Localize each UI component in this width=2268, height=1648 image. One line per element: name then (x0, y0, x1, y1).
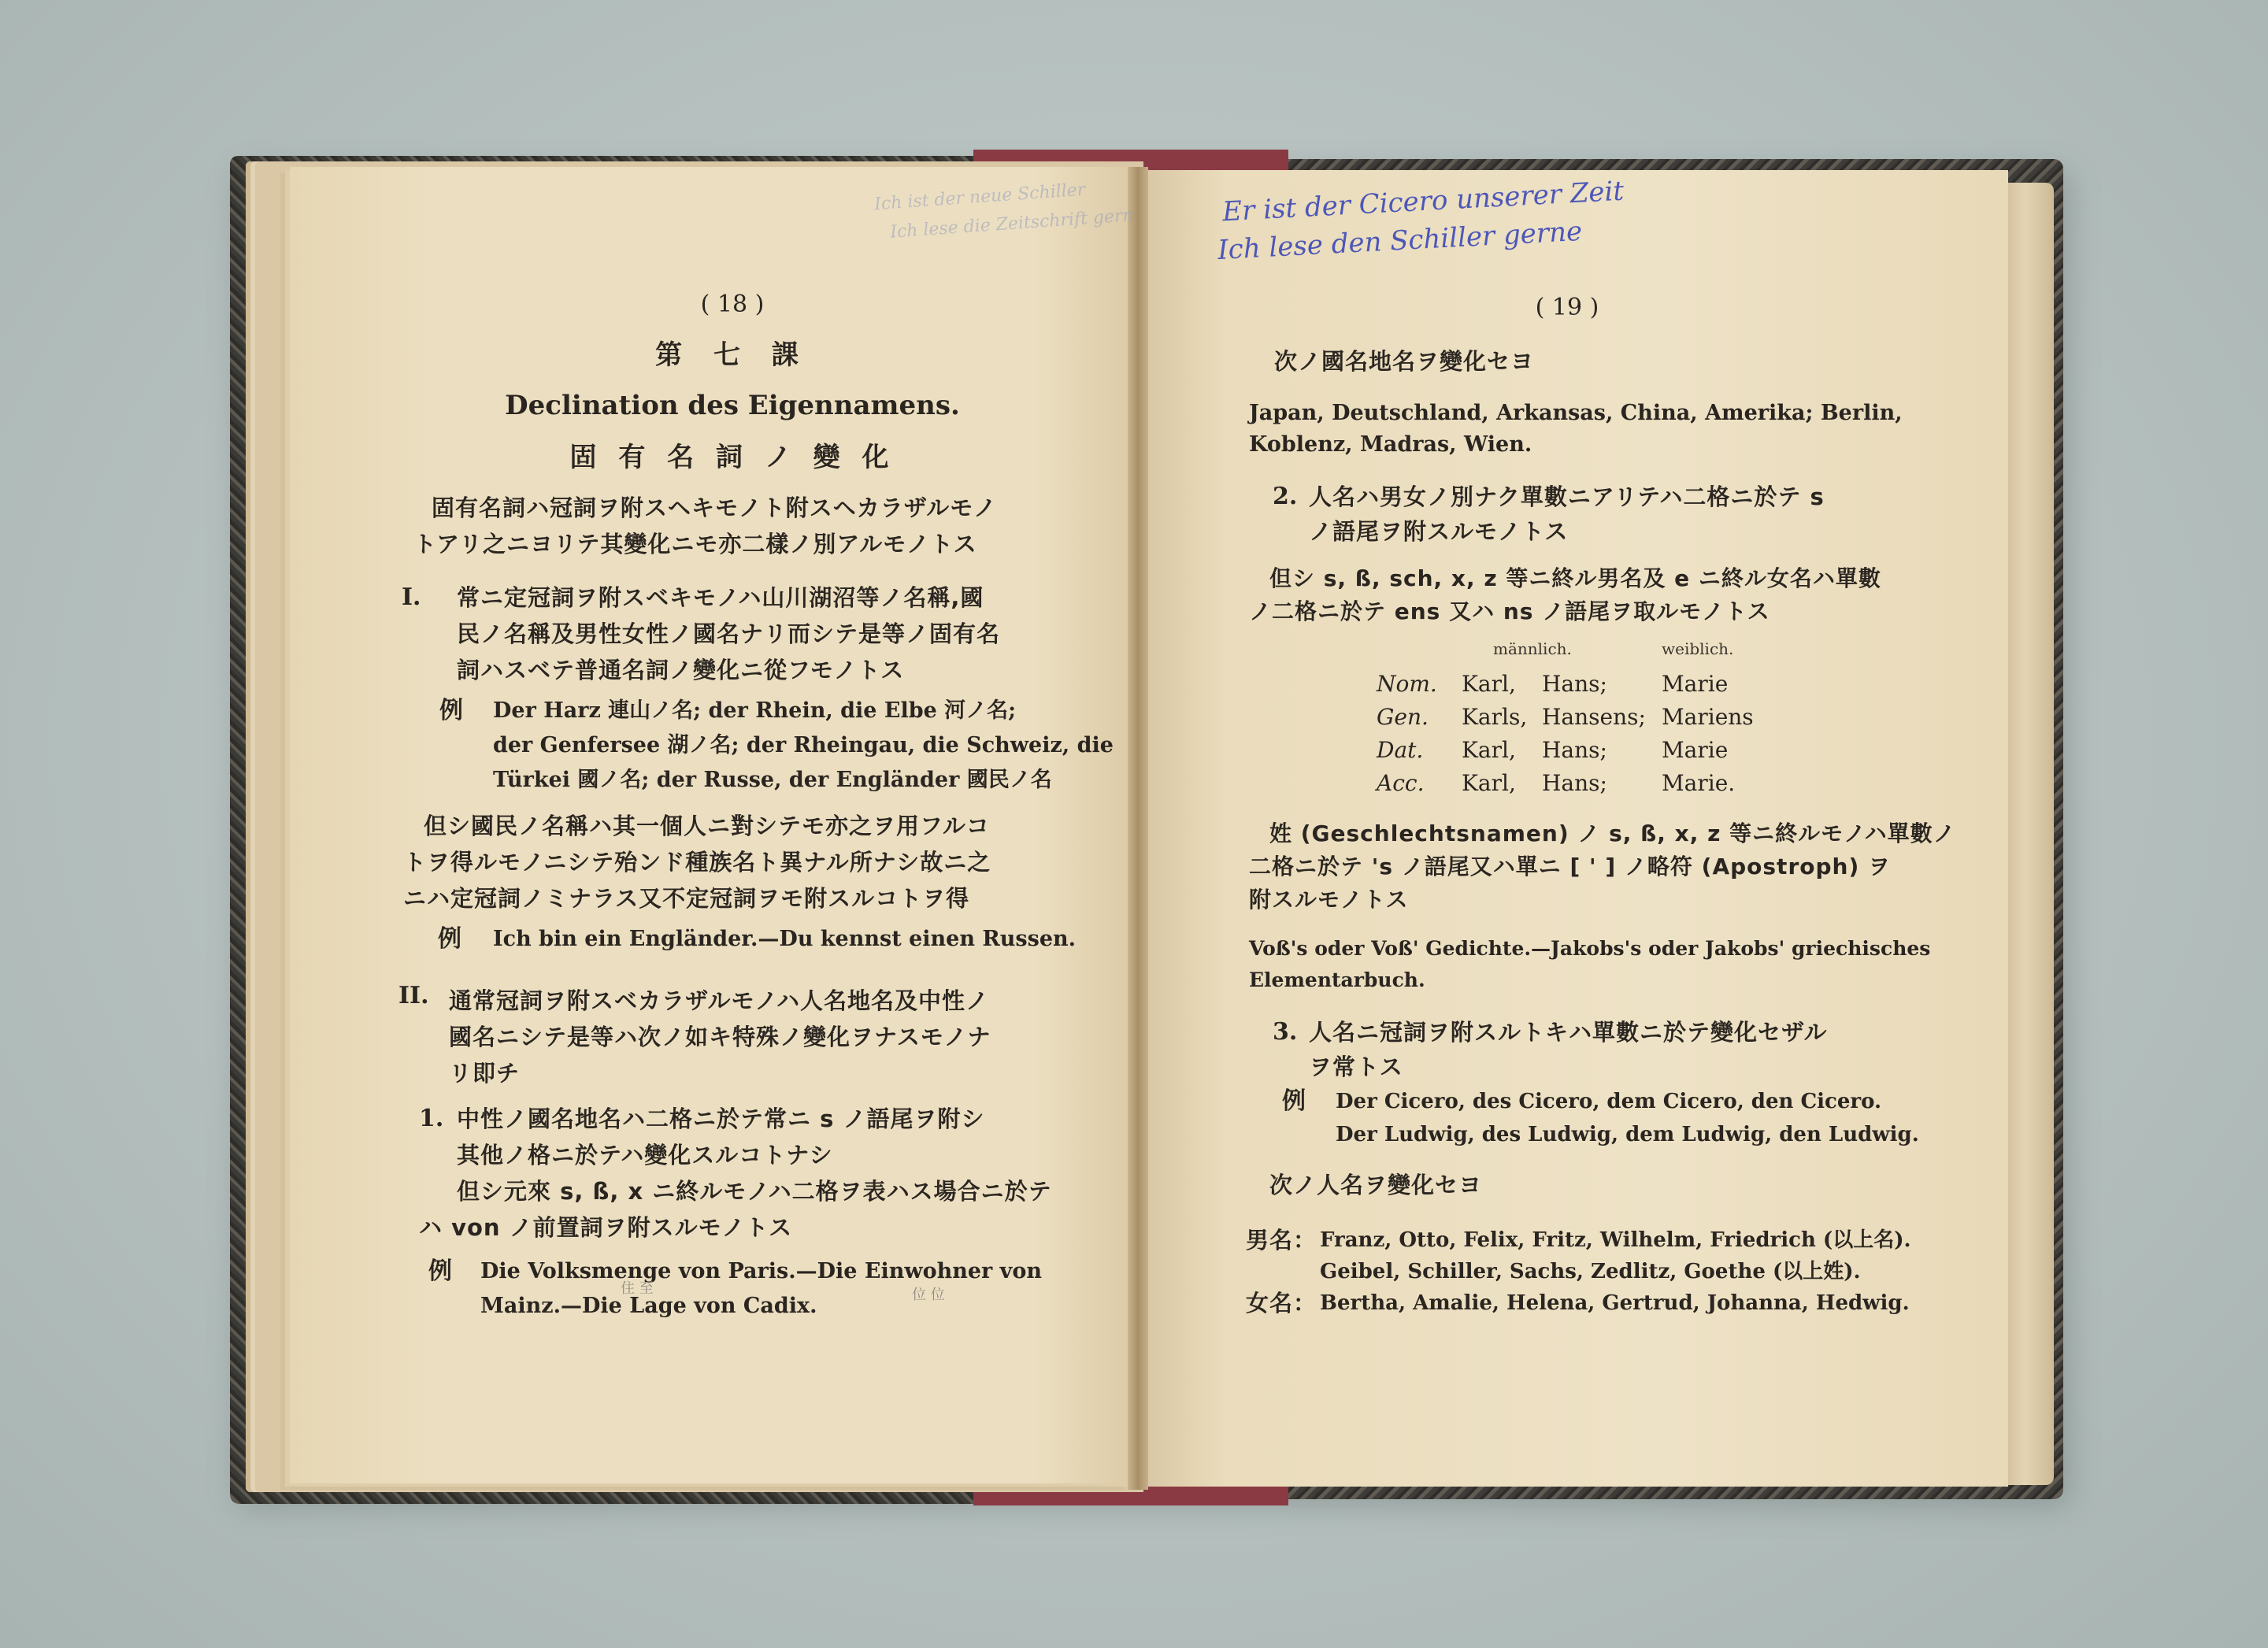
header-feminine: weiblich. (1662, 639, 1734, 658)
note1-line-3: ニハ定冠詞ノミナラス又不定冠詞ヲモ附スルコトヲ得 (403, 885, 970, 912)
faint-writing-line-2: Ich lese die Zeitschrift gern (889, 206, 1135, 243)
pencil-note-1: 住 至 (621, 1280, 654, 1297)
example1-line-2: der Genfersee 湖ノ名; der Rheingau, die Schweiz, die (493, 733, 1114, 757)
sub1-marker: 1. (419, 1105, 444, 1132)
nom-f: Marie (1662, 671, 1729, 697)
sub1-line-4: ハ von ノ前置詞ヲ附スルモノトス (419, 1214, 793, 1241)
page-number-right: ( 19 ) (1535, 294, 1599, 321)
acc-m2: Hans; (1542, 770, 1607, 796)
acc-f: Marie. (1662, 770, 1736, 796)
dat-m2: Hans; (1542, 737, 1607, 763)
example3-line-2: Mainz.—Die Lage von Cadix. (480, 1294, 817, 1318)
note1-line-1: 但シ國民ノ名稱ハ其一個人ニ對シテモ亦之ヲ用フルコ (424, 813, 990, 839)
sub1-line-3: 但シ元來 s, ß, x ニ終ルモノハ二格ヲ表ハス場合ニ於テ (457, 1178, 1052, 1205)
female-names-line: Bertha, Amalie, Helena, Gertrud, Johanna, Hedwig. (1320, 1291, 1910, 1315)
german-title: Declination des Eigennamens. (505, 390, 960, 421)
example3-line-1: Die Volksmenge von Paris.—Die Einwohner von (480, 1259, 1042, 1283)
names1-line-2: Koblenz, Madras, Wien. (1249, 432, 1532, 457)
section2-line-3: リ即チ (449, 1060, 521, 1087)
note2-line-2: ノ二格ニ於テ ens 又ハ ns ノ語尾ヲ取ルモノトス (1249, 598, 1770, 624)
example1-marker: 例 (439, 697, 464, 724)
section2-line-1: 通常冠詞ヲ附スベカラザルモノハ人名地名及中性ノ (449, 987, 989, 1014)
example5-line-2: Der Ludwig, des Ludwig, dem Ludwig, den Ludwig. (1336, 1123, 1919, 1146)
lesson-heading: 第 七 課 (655, 339, 810, 371)
note2-line-1: 但シ s, ß, sch, x, z 等ニ終ル男名及 e ニ終ル女名ハ單數 (1269, 565, 1881, 591)
handwriting-line-2: Ich lese den Schiller gerne (1217, 215, 1584, 267)
gen-m2: Hansens; (1542, 704, 1646, 730)
example5-line-1: Der Cicero, des Cicero, dem Cicero, den Cicero. (1336, 1090, 1882, 1113)
section1-marker: I. (402, 583, 421, 611)
intro-line-2: トアリ之ニヨリテ其變化ニモ亦二樣ノ別アルモノトス (413, 531, 977, 557)
header-masculine: männlich. (1493, 639, 1572, 658)
example5-marker: 例 (1282, 1087, 1306, 1115)
sub1-line-1: 中性ノ國名地名ハ二格ニ於テ常ニ s ノ語尾ヲ附シ (457, 1105, 985, 1132)
section1-line-2: 民ノ名稱及男性女性ノ國名ナリ而シテ是等ノ固有名 (457, 620, 1001, 647)
pencil-note-2: 位 位 (912, 1287, 945, 1303)
section1-line-3: 詞ハスベテ普通名詞ノ變化ニ從フモノトス (457, 657, 905, 683)
japanese-title: 固 有 名 詞 ノ 變 化 (569, 442, 895, 473)
example1-line-1: Der Harz 連山ノ名; der Rhein, die Elbe 河ノ名; (493, 698, 1017, 723)
instruction-2: 次ノ人名ヲ變化セヨ (1269, 1172, 1483, 1198)
note3-line-3: 附スルモノトス (1249, 887, 1409, 913)
sub3-marker: 3. (1273, 1018, 1298, 1046)
note3-line-1: 姓 (Geschlechtsnamen) ノ s, ß, x, z 等ニ終ルモノハ單數ノ (1269, 820, 1956, 846)
sub3-line-1: 人名ニ冠詞ヲ附スルトキハ單數ニ於テ變化セザル (1309, 1019, 1828, 1046)
male-names-line-1: Franz, Otto, Felix, Fritz, Wilhelm, Friedrich (以上名). (1320, 1228, 1911, 1252)
sub2-marker: 2. (1273, 483, 1298, 510)
gen-f: Mariens (1662, 704, 1754, 730)
dat-f: Marie (1662, 737, 1729, 763)
section1-line-1: 常ニ定冠詞ヲ附スベキモノハ山川湖沼等ノ名稱,國 (457, 584, 984, 611)
book-gutter (1128, 167, 1148, 1490)
sub1-line-2: 其他ノ格ニ於テハ變化スルコトナシ (457, 1142, 833, 1168)
page-stack-right (2007, 183, 2054, 1485)
nom-m2: Hans; (1542, 671, 1607, 697)
intro-line-1: 固有名詞ハ冠詞ヲ附スヘキモノト附スヘカラザルモノ (432, 494, 997, 521)
instruction-1: 次ノ國名地名ヲ變化セヨ (1274, 348, 1535, 375)
sub3-line-2: ヲ常トス (1309, 1054, 1403, 1080)
handwriting-line-1: Er ist der Cicero unserer Zeit (1221, 175, 1625, 228)
example3-marker: 例 (428, 1257, 453, 1285)
sub2-line-2: ノ語尾ヲ附スルモノトス (1309, 518, 1569, 545)
gen-m1: Karls, (1462, 704, 1528, 730)
case-acc: Acc. (1377, 770, 1425, 796)
page-number-left: ( 18 ) (700, 291, 765, 318)
names1-line-1: Japan, Deutschland, Arkansas, China, Amerika; Berlin, (1249, 401, 1903, 425)
female-label: 女名： (1246, 1290, 1317, 1317)
dat-m1: Karl, (1462, 737, 1516, 763)
case-gen: Gen. (1377, 704, 1429, 730)
note3-line-2: 二格ニ於テ 's ノ語尾又ハ單ニ [ ' ] ノ略符 (Apostroph) ヲ (1249, 854, 1892, 880)
male-names-line-2: Geibel, Schiller, Sachs, Zedlitz, Goethe (以上姓). (1320, 1260, 1861, 1283)
sub2-line-1: 人名ハ男女ノ別ナク單數ニアリテハ二格ニ於テ s (1309, 483, 1825, 510)
male-label: 男名： (1246, 1227, 1317, 1254)
example1-line-3: Türkei 國ノ名; der Russe, der Engländer 國民ノ名 (493, 768, 1052, 792)
note1-line-2: トヲ得ルモノニシテ殆ンド種族名ト異ナル所ナシ故ニ之 (403, 849, 991, 876)
nom-m1: Karl, (1462, 671, 1516, 697)
example2-marker: 例 (438, 925, 462, 953)
acc-m1: Karl, (1462, 770, 1516, 796)
section2-marker: II. (398, 982, 429, 1009)
example4-line-2: Elementarbuch. (1249, 968, 1425, 991)
faint-writing-line-1: Ich ist der neue Schiller (873, 180, 1087, 215)
section2-line-2: 國名ニシテ是等ハ次ノ如キ特殊ノ變化ヲナスモノナ (449, 1024, 991, 1050)
case-nom: Nom. (1377, 671, 1437, 697)
example4-line-1: Voß's oder Voß' Gedichte.—Jakobs's oder Jakobs' griechisches (1249, 937, 1931, 960)
example2-line: Ich bin ein Engländer.—Du kennst einen Russen. (493, 927, 1077, 951)
case-dat: Dat. (1377, 737, 1424, 763)
